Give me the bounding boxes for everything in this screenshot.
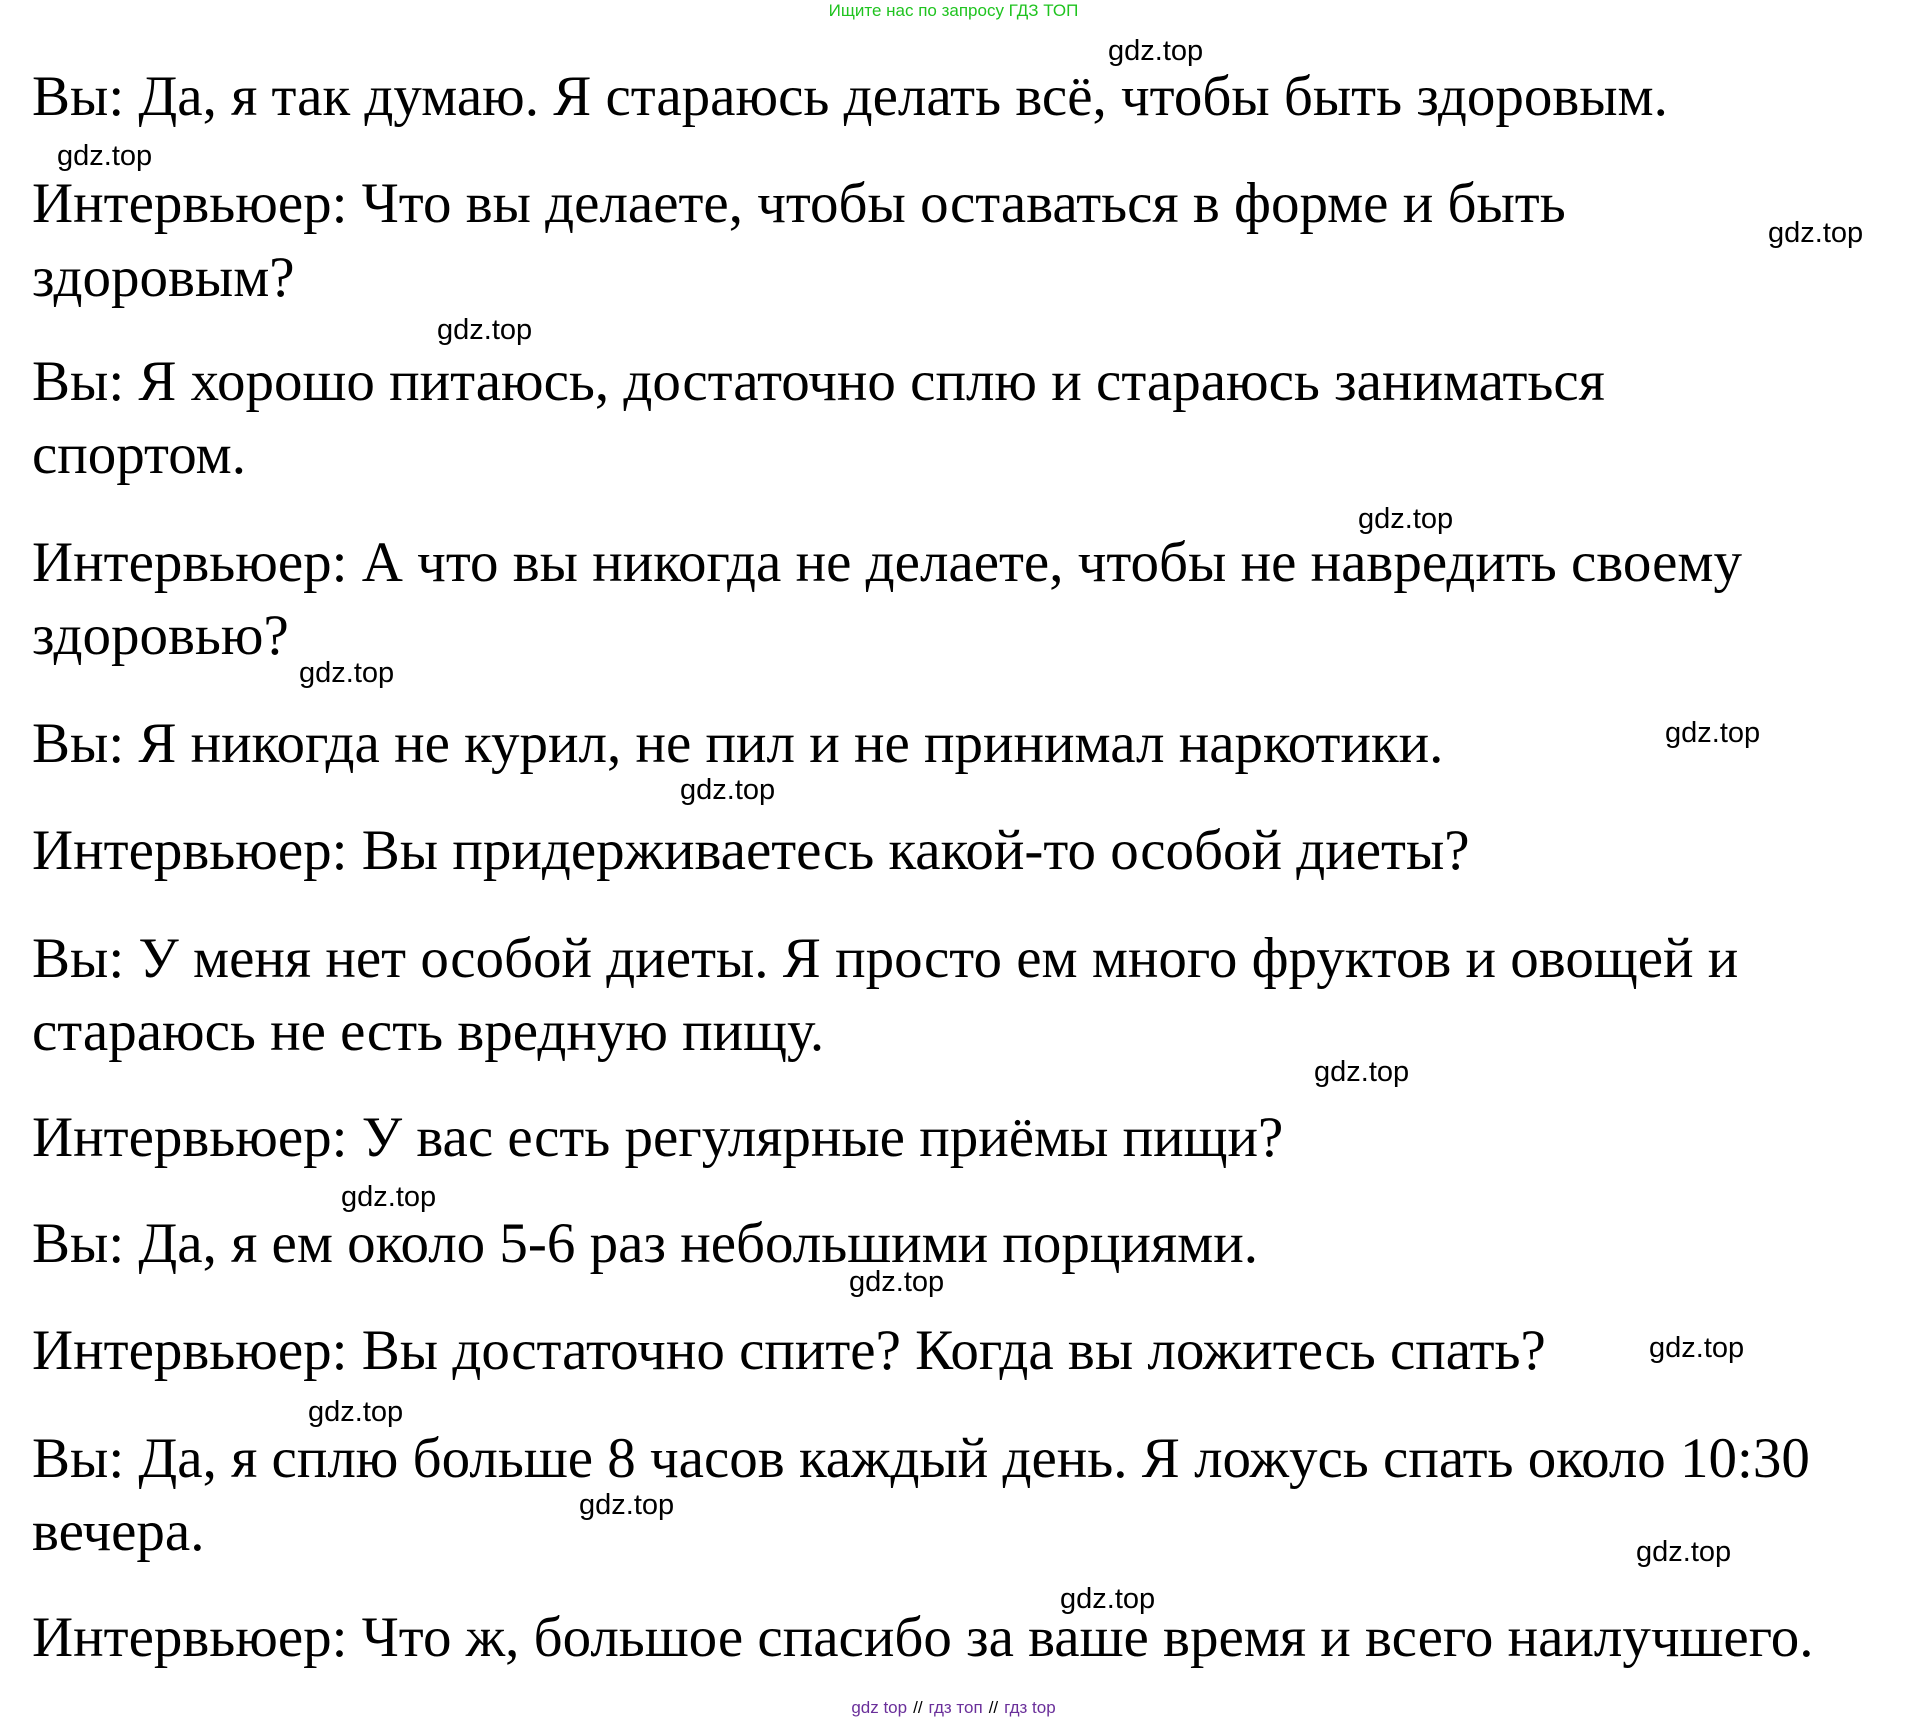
dialogue-line: Интервьюер: Вы достаточно спите? Когда вы ложитесь спать? xyxy=(32,1319,1546,1382)
dialogue-line: Интервьюер: Что ж, большое спасибо за ваше время и всего наилучшего. xyxy=(32,1606,1814,1669)
dialogue-line: Интервьюер: А что вы никогда не делаете, чтобы не навредить своему xyxy=(32,531,1742,594)
dialogue-line: здоровым? xyxy=(32,246,295,309)
dialogue-line: Интервьюер: Вы придерживаетесь какой-то особой диеты? xyxy=(32,819,1470,882)
dialogue-line: спортом. xyxy=(32,423,246,486)
watermark: gdz.top xyxy=(849,1266,945,1298)
watermark: gdz.top xyxy=(1665,717,1761,749)
watermark: gdz.top xyxy=(341,1181,437,1213)
dialogue-line: Вы: Да, я ем около 5-6 раз небольшими порциями. xyxy=(32,1212,1258,1275)
dialogue-line: Вы: Да, я сплю больше 8 часов каждый день. Я ложусь спать около 10:30 xyxy=(32,1427,1810,1490)
watermark: gdz.top xyxy=(1314,1056,1410,1088)
watermark: gdz.top xyxy=(57,140,153,172)
dialogue-line: Интервьюер: У вас есть регулярные приёмы пищи? xyxy=(32,1106,1284,1169)
footer-link[interactable]: gdz top xyxy=(851,1698,908,1717)
watermark: gdz.top xyxy=(1768,217,1864,249)
top-banner: Ищите нас по запросу ГДЗ ТОП xyxy=(828,1,1079,20)
dialogue-line: Вы: Я хорошо питаюсь, достаточно сплю и стараюсь заниматься xyxy=(32,350,1605,413)
watermark: gdz.top xyxy=(1060,1583,1156,1615)
footer-separator: // xyxy=(988,1698,999,1717)
footer-separator: // xyxy=(913,1698,923,1717)
dialogue-line: здоровью? xyxy=(32,604,289,667)
footer-link[interactable]: гдз top xyxy=(1004,1698,1056,1717)
dialogue-line: вечера. xyxy=(32,1500,205,1563)
dialogue-line: Интервьюер: Что вы делаете, чтобы оставаться в форме и быть xyxy=(32,172,1566,235)
watermark: gdz.top xyxy=(308,1396,404,1428)
watermark: gdz.top xyxy=(1636,1536,1732,1568)
watermark: gdz.top xyxy=(1358,503,1454,535)
watermark: gdz.top xyxy=(437,314,533,346)
watermark: gdz.top xyxy=(299,657,395,689)
dialogue-line: Вы: Да, я так думаю. Я стараюсь делать всё, чтобы быть здоровым. xyxy=(32,65,1668,128)
dialogue-line: стараюсь не есть вредную пищу. xyxy=(32,1000,825,1063)
dialogue-line: Вы: У меня нет особой диеты. Я просто ем много фруктов и овощей и xyxy=(32,927,1739,990)
watermark: gdz.top xyxy=(579,1489,675,1521)
footer-links xyxy=(0,1697,1907,1719)
watermark: gdz.top xyxy=(1108,35,1204,67)
watermark: gdz.top xyxy=(1649,1332,1745,1364)
footer-link[interactable]: гдз топ xyxy=(928,1698,983,1717)
dialogue-line: Вы: Я никогда не курил, не пил и не принимал наркотики. xyxy=(32,712,1444,775)
watermark: gdz.top xyxy=(680,774,776,806)
